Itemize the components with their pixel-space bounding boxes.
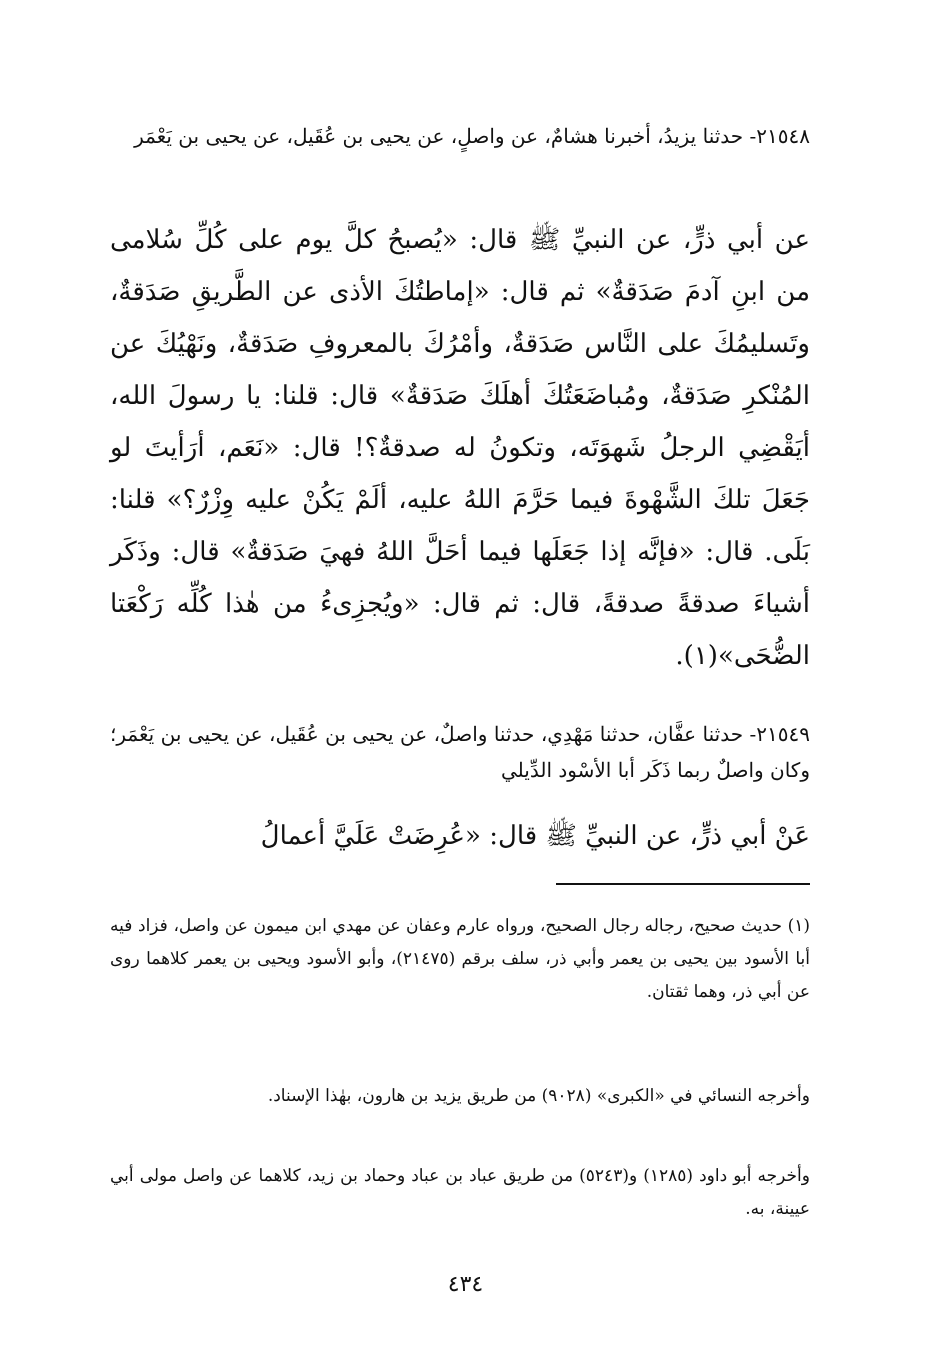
footnote-paragraph-2: وأخرجه النسائي في «الكبرى» (٩٠٢٨) من طريق يزيد بن هارون، بهٰذا الإسناد. bbox=[267, 1086, 810, 1106]
page-number: ٤٣٤ bbox=[447, 1272, 484, 1297]
hadith-21548-isnad: ٢١٥٤٨- حدثنا يزيدُ، أخبرنا هشامٌ، عن واصلٍ، عن يحيى بن عُقَيل، عن يحيى بن يَعْمَر bbox=[134, 124, 810, 148]
footnote-divider bbox=[556, 883, 810, 885]
hadith-21549-matn: عَنْ أبي ذرٍّ، عن النبيِّ ﷺ قال: «عُرِضَتْ عَلَيَّ أعمالُ bbox=[260, 821, 810, 851]
footnote-1: (١) حديث صحيح، رجاله رجال الصحيح، ورواه عارم وعفان عن مهدي ابن ميمون عن واصل، فزاد فيه أبا الأسود بين يحيى بن يعمر وأبي ذر، سلف برقم (٢١٤٧٥)، وأبو الأسود ويحيى بن يعمر كلاهما روى عن أبي ذر، وهما ثقتان. bbox=[110, 916, 810, 1002]
hadith-21548-matn: عن أبي ذرٍّ، عن النبيِّ ﷺ قال: «يُصبحُ كلَّ يوم على كُلِّ سُلامى من ابنِ آدمَ صَدَقةٌ» ثم قال: «إماطتُكَ الأذى عن الطَّريقِ صَدَقةٌ، وتَسليمُكَ على النَّاس صَدَقةٌ، وأمْرُكَ بالمعروفِ صَدَقةٌ، ونَهْيُكَ عن المُنْكرِ صَدَقةٌ، ومُباضَعَتُكَ أهلَكَ صَدَقةٌ» قال: قلنا: يا رسولَ الله، أيَقْضِي الرجلُ شَهوَتَه، وتكونُ له صدقةٌ؟! قال: «نَعَم، أرَأيتَ لو جَعَلَ تلكَ الشَّهْوةَ فيما حَرَّمَ اللهُ عليه، ألَمْ يَكُنْ عليه وِزْرٌ؟» قلنا: بَلَى. قال: «فإنَّه إذا جَعَلَها فيما أحَلَّ اللهُ فهيَ صَدَقةٌ» قال: وذَكَر أشياءَ صدقةً صدقةً، قال: ثم قال: «ويُجزِىءُ من هٰذا كُلِّه رَكْعَتا الضُّحَى»(١). bbox=[110, 225, 810, 671]
footnote-paragraph-3: وأخرجه أبو داود (١٢٨٥) و(٥٢٤٣) من طريق عباد بن عباد وحماد بن زيد، كلاهما عن واصل مولى أبي عيينة، به. bbox=[110, 1166, 810, 1219]
hadith-21549-isnad: ٢١٥٤٩- حدثنا عفَّان، حدثنا مَهْدِي، حدثنا واصلٌ، عن يحيى بن عُقَيل، عن يحيى بن يَعْمَر؛ وكان واصلٌ ربما ذَكَر أبا الأسْود الدِّيلي bbox=[110, 722, 810, 782]
